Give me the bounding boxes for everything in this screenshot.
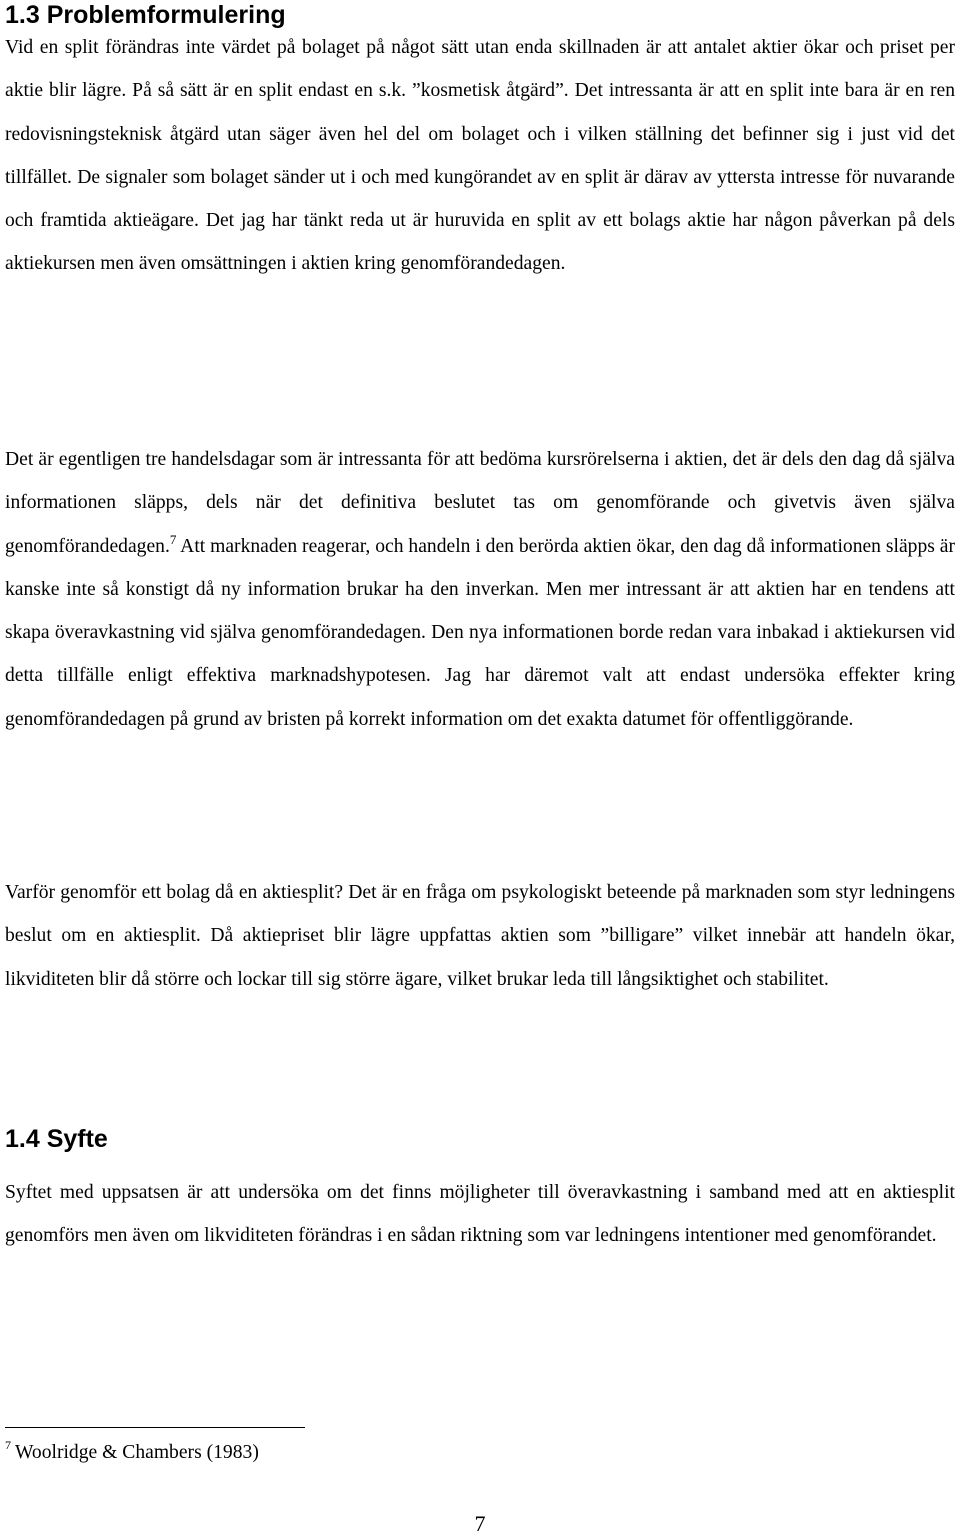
section-heading-problemformulering: 1.3 Problemformulering: [5, 1, 286, 29]
footnote-separator: [5, 1427, 305, 1428]
footnote: [5, 1438, 259, 1465]
footnote-number: 7: [5, 1438, 11, 1452]
paragraph-trading-days-part-1: Det är egentligen tre handelsdagar som är intressanta för att bedöma kursrörelserna i aktien, det är dels den dag då själva informationen släpps, dels när det definitiva beslutet tas om genomförande och givetvis även själva genomförandedagen.: [5, 449, 955, 557]
paragraph-purpose: Syftet med uppsatsen är att undersöka om det finns möjligheter till överavkastning i samband med att en aktiesplit genomförs men även om likviditeten förändras i en sådan riktning som var ledningens intentioner med genomförandet.: [5, 1182, 955, 1247]
page-number: 7: [474, 1511, 486, 1536]
paragraph-problem-intro: Vid en split förändras inte värdet på bolaget på något sätt utan enda skillnaden är att antalet aktier ökar och priset per aktie blir lägre. På så sätt är en split endast en s.k. ”kosmetisk åtgärd”. Det intressanta är att en split inte bara är en ren redovisningsteknisk åtgärd utan säger även hel del om bolaget och i vilken ställning det befinner sig i just vid det tillfället. De signaler som bolaget sänder ut i och med kungörandet av en split är därav av yttersta intresse för nuvarande och framtida aktieägare. Det jag har tänkt reda ut är huruvida en split av ett bolags aktie har någon påverkan på dels aktiekursen men även omsättningen i aktien kring genomförandedagen.: [5, 37, 955, 275]
paragraph-why-split: Varför genomför ett bolag då en aktiesplit? Det är en fråga om psykologiskt beteende på marknaden som styr ledningens beslut om en aktiesplit. Då aktiepriset blir lägre uppfattas aktien som ”billigare” vilket innebär att handeln ökar, likviditeten blir då större och lockar till sig större ägare, vilket brukar leda till långsiktighet och stabilitet.: [5, 882, 955, 990]
paragraph-trading-days-part-2: Att marknaden reagerar, och handeln i den berörda aktien ökar, den dag då informationen släpps är kanske inte så konstigt då ny information brukar ha den inverkan. Men mer intressant är att aktien har en tendens att skapa överavkastning vid själva genomförandedagen. Den nya informationen borde redan vara inbakad i aktiekursen vid detta tillfälle enligt effektiva marknadshypotesen. Jag har däremot valt att endast undersöka effekter kring genomförandedagen på grund av bristen på korrekt information om det exakta datumet för offentliggörande.: [5, 535, 955, 730]
footnote-reference[interactable]: 7: [169, 531, 177, 547]
paragraph-trading-days: [5, 438, 955, 741]
section-heading-syfte: 1.4 Syfte: [5, 1125, 108, 1153]
footnote-text: Woolridge & Chambers (1983): [15, 1442, 259, 1463]
